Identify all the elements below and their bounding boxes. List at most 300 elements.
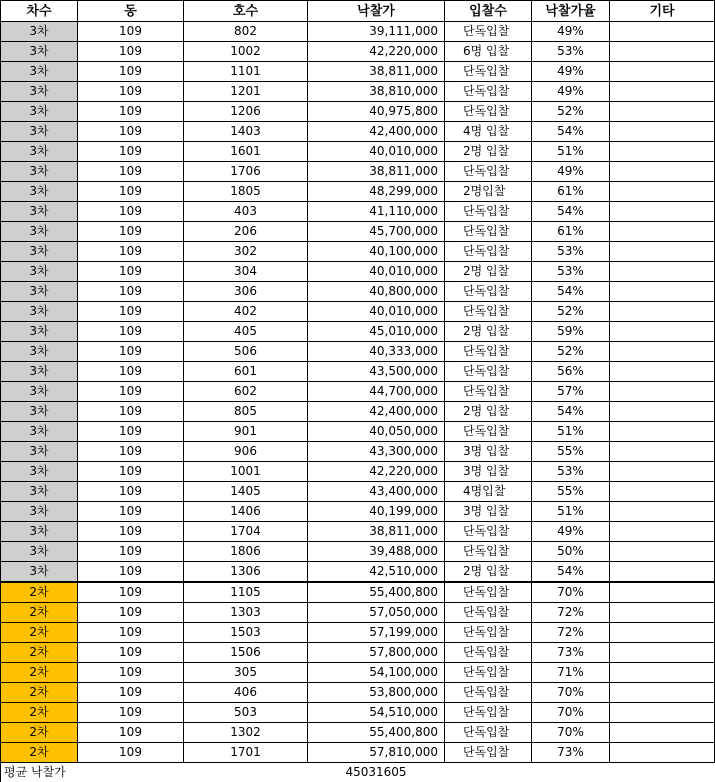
unit-cell: 506 <box>184 342 308 362</box>
unit-cell: 1101 <box>184 62 308 82</box>
dong-cell: 109 <box>78 663 184 683</box>
round-cell: 3차 <box>1 562 78 583</box>
dong-cell: 109 <box>78 683 184 703</box>
bids-cell: 2명 입찰 <box>445 562 532 583</box>
footer-row <box>1 763 715 782</box>
round-cell: 3차 <box>1 242 78 262</box>
price-cell: 54,510,000 <box>308 703 445 723</box>
table-row <box>1 162 715 182</box>
round-cell: 3차 <box>1 482 78 502</box>
bids-cell: 3명 입찰 <box>445 502 532 522</box>
unit-cell: 304 <box>184 262 308 282</box>
rate-cell: 50% <box>532 542 610 562</box>
unit-cell: 1403 <box>184 122 308 142</box>
header-round: 차수 <box>1 1 78 22</box>
note-cell <box>610 102 715 122</box>
dong-cell: 109 <box>78 582 184 603</box>
table-row <box>1 362 715 382</box>
note-cell <box>610 683 715 703</box>
footer-empty-cell <box>445 763 532 782</box>
unit-cell: 503 <box>184 703 308 723</box>
rate-cell: 54% <box>532 562 610 583</box>
rate-cell: 52% <box>532 342 610 362</box>
unit-cell: 1306 <box>184 562 308 583</box>
price-cell: 42,510,000 <box>308 562 445 583</box>
price-cell: 48,299,000 <box>308 182 445 202</box>
unit-cell: 1405 <box>184 482 308 502</box>
bids-cell: 단독입찰 <box>445 242 532 262</box>
header-note: 기타 <box>610 1 715 22</box>
price-cell: 57,050,000 <box>308 603 445 623</box>
rate-cell: 51% <box>532 142 610 162</box>
bids-cell: 단독입찰 <box>445 663 532 683</box>
bids-cell: 단독입찰 <box>445 743 532 763</box>
price-cell: 57,810,000 <box>308 743 445 763</box>
round-cell: 3차 <box>1 222 78 242</box>
note-cell <box>610 222 715 242</box>
bids-cell: 4명 입찰 <box>445 122 532 142</box>
round-cell: 2차 <box>1 723 78 743</box>
price-cell: 40,100,000 <box>308 242 445 262</box>
round-cell: 3차 <box>1 182 78 202</box>
unit-cell: 602 <box>184 382 308 402</box>
price-cell: 42,400,000 <box>308 402 445 422</box>
unit-cell: 1002 <box>184 42 308 62</box>
rate-cell: 49% <box>532 22 610 42</box>
unit-cell: 1406 <box>184 502 308 522</box>
round-cell: 3차 <box>1 282 78 302</box>
rate-cell: 72% <box>532 603 610 623</box>
round-cell: 3차 <box>1 322 78 342</box>
dong-cell: 109 <box>78 462 184 482</box>
unit-cell: 1806 <box>184 542 308 562</box>
price-cell: 43,300,000 <box>308 442 445 462</box>
note-cell <box>610 122 715 142</box>
note-cell <box>610 302 715 322</box>
rate-cell: 71% <box>532 663 610 683</box>
round-cell: 2차 <box>1 603 78 623</box>
note-cell <box>610 362 715 382</box>
price-cell: 57,800,000 <box>308 643 445 663</box>
price-cell: 40,010,000 <box>308 262 445 282</box>
table-row <box>1 102 715 122</box>
price-cell: 43,500,000 <box>308 362 445 382</box>
note-cell <box>610 142 715 162</box>
price-cell: 45,700,000 <box>308 222 445 242</box>
bids-cell: 단독입찰 <box>445 102 532 122</box>
table-row <box>1 703 715 723</box>
note-cell <box>610 282 715 302</box>
note-cell <box>610 703 715 723</box>
header-price: 낙찰가 <box>308 1 445 22</box>
rate-cell: 52% <box>532 102 610 122</box>
header-row <box>1 1 715 22</box>
bids-cell: 단독입찰 <box>445 623 532 643</box>
rate-cell: 49% <box>532 82 610 102</box>
round-cell: 3차 <box>1 502 78 522</box>
table-row <box>1 342 715 362</box>
round-cell: 3차 <box>1 202 78 222</box>
rate-cell: 70% <box>532 683 610 703</box>
price-cell: 57,199,000 <box>308 623 445 643</box>
round-cell: 2차 <box>1 743 78 763</box>
dong-cell: 109 <box>78 282 184 302</box>
note-cell <box>610 162 715 182</box>
table-row <box>1 542 715 562</box>
dong-cell: 109 <box>78 222 184 242</box>
unit-cell: 406 <box>184 683 308 703</box>
dong-cell: 109 <box>78 723 184 743</box>
note-cell <box>610 422 715 442</box>
footer-empty-cell <box>610 763 715 782</box>
header-unit: 호수 <box>184 1 308 22</box>
table-row <box>1 182 715 202</box>
bids-cell: 3명 입찰 <box>445 442 532 462</box>
round-cell: 3차 <box>1 422 78 442</box>
note-cell <box>610 603 715 623</box>
price-cell: 53,800,000 <box>308 683 445 703</box>
bids-cell: 6명 입찰 <box>445 42 532 62</box>
bids-cell: 단독입찰 <box>445 302 532 322</box>
rate-cell: 61% <box>532 222 610 242</box>
dong-cell: 109 <box>78 302 184 322</box>
dong-cell: 109 <box>78 382 184 402</box>
bids-cell: 단독입찰 <box>445 162 532 182</box>
table-row <box>1 743 715 763</box>
note-cell <box>610 262 715 282</box>
table-row <box>1 502 715 522</box>
bids-cell: 단독입찰 <box>445 222 532 242</box>
table-row <box>1 202 715 222</box>
rate-cell: 49% <box>532 62 610 82</box>
dong-cell: 109 <box>78 422 184 442</box>
price-cell: 44,700,000 <box>308 382 445 402</box>
unit-cell: 405 <box>184 322 308 342</box>
table-row <box>1 122 715 142</box>
note-cell <box>610 442 715 462</box>
unit-cell: 1503 <box>184 623 308 643</box>
table-row <box>1 82 715 102</box>
table-row <box>1 422 715 442</box>
price-cell: 45,010,000 <box>308 322 445 342</box>
round-cell: 3차 <box>1 462 78 482</box>
bids-cell: 단독입찰 <box>445 82 532 102</box>
note-cell <box>610 42 715 62</box>
table-row <box>1 643 715 663</box>
dong-cell: 109 <box>78 102 184 122</box>
unit-cell: 306 <box>184 282 308 302</box>
round-cell: 3차 <box>1 122 78 142</box>
unit-cell: 1506 <box>184 643 308 663</box>
note-cell <box>610 723 715 743</box>
unit-cell: 1201 <box>184 82 308 102</box>
note-cell <box>610 562 715 583</box>
unit-cell: 1701 <box>184 743 308 763</box>
note-cell <box>610 382 715 402</box>
rate-cell: 51% <box>532 502 610 522</box>
price-cell: 40,800,000 <box>308 282 445 302</box>
note-cell <box>610 322 715 342</box>
table-row <box>1 262 715 282</box>
table-row <box>1 723 715 743</box>
unit-cell: 1303 <box>184 603 308 623</box>
round-cell: 2차 <box>1 663 78 683</box>
note-cell <box>610 242 715 262</box>
table-row <box>1 402 715 422</box>
price-cell: 38,810,000 <box>308 82 445 102</box>
rate-cell: 59% <box>532 322 610 342</box>
dong-cell: 109 <box>78 502 184 522</box>
dong-cell: 109 <box>78 542 184 562</box>
unit-cell: 901 <box>184 422 308 442</box>
bids-cell: 단독입찰 <box>445 362 532 382</box>
dong-cell: 109 <box>78 442 184 462</box>
round-cell: 2차 <box>1 683 78 703</box>
dong-cell: 109 <box>78 743 184 763</box>
rate-cell: 49% <box>532 162 610 182</box>
average-label: 평균 낙찰가 <box>1 763 78 782</box>
table-row <box>1 562 715 583</box>
note-cell <box>610 522 715 542</box>
bids-cell: 2명 입찰 <box>445 262 532 282</box>
rate-cell: 54% <box>532 282 610 302</box>
rate-cell: 70% <box>532 582 610 603</box>
table-row <box>1 623 715 643</box>
table-row <box>1 242 715 262</box>
table-row <box>1 302 715 322</box>
bids-cell: 단독입찰 <box>445 582 532 603</box>
table-row <box>1 222 715 242</box>
table-row <box>1 603 715 623</box>
dong-cell: 109 <box>78 342 184 362</box>
price-cell: 38,811,000 <box>308 62 445 82</box>
price-cell: 55,400,800 <box>308 723 445 743</box>
table-row <box>1 42 715 62</box>
unit-cell: 906 <box>184 442 308 462</box>
rate-cell: 54% <box>532 122 610 142</box>
note-cell <box>610 502 715 522</box>
rate-cell: 54% <box>532 402 610 422</box>
dong-cell: 109 <box>78 162 184 182</box>
round-cell: 2차 <box>1 703 78 723</box>
dong-cell: 109 <box>78 623 184 643</box>
unit-cell: 601 <box>184 362 308 382</box>
price-cell: 40,050,000 <box>308 422 445 442</box>
round-cell: 3차 <box>1 62 78 82</box>
note-cell <box>610 582 715 603</box>
rate-cell: 55% <box>532 482 610 502</box>
header-dong: 동 <box>78 1 184 22</box>
note-cell <box>610 342 715 362</box>
round-cell: 3차 <box>1 402 78 422</box>
round-cell: 3차 <box>1 342 78 362</box>
bids-cell: 단독입찰 <box>445 683 532 703</box>
dong-cell: 109 <box>78 322 184 342</box>
unit-cell: 403 <box>184 202 308 222</box>
rate-cell: 70% <box>532 703 610 723</box>
round-cell: 3차 <box>1 262 78 282</box>
unit-cell: 1302 <box>184 723 308 743</box>
table-row <box>1 62 715 82</box>
bids-cell: 단독입찰 <box>445 62 532 82</box>
unit-cell: 402 <box>184 302 308 322</box>
round-cell: 2차 <box>1 582 78 603</box>
dong-cell: 109 <box>78 643 184 663</box>
price-cell: 39,488,000 <box>308 542 445 562</box>
rate-cell: 52% <box>532 302 610 322</box>
header-bids: 입찰수 <box>445 1 532 22</box>
round-cell: 3차 <box>1 142 78 162</box>
dong-cell: 109 <box>78 562 184 583</box>
rate-cell: 49% <box>532 522 610 542</box>
round-cell: 2차 <box>1 623 78 643</box>
table-row <box>1 522 715 542</box>
note-cell <box>610 62 715 82</box>
bids-cell: 단독입찰 <box>445 703 532 723</box>
table-row <box>1 582 715 603</box>
price-cell: 38,811,000 <box>308 522 445 542</box>
bids-cell: 단독입찰 <box>445 202 532 222</box>
round-cell: 3차 <box>1 162 78 182</box>
rate-cell: 70% <box>532 723 610 743</box>
bids-cell: 단독입찰 <box>445 422 532 442</box>
round-cell: 3차 <box>1 302 78 322</box>
rate-cell: 55% <box>532 442 610 462</box>
rate-cell: 57% <box>532 382 610 402</box>
price-cell: 41,110,000 <box>308 202 445 222</box>
round-cell: 2차 <box>1 643 78 663</box>
table-row <box>1 22 715 42</box>
unit-cell: 1601 <box>184 142 308 162</box>
dong-cell: 109 <box>78 42 184 62</box>
dong-cell: 109 <box>78 703 184 723</box>
bids-cell: 3명 입찰 <box>445 462 532 482</box>
note-cell <box>610 663 715 683</box>
average-value: 45031605 <box>308 763 445 782</box>
price-cell: 40,199,000 <box>308 502 445 522</box>
dong-cell: 109 <box>78 22 184 42</box>
bids-cell: 단독입찰 <box>445 282 532 302</box>
unit-cell: 302 <box>184 242 308 262</box>
price-cell: 40,975,800 <box>308 102 445 122</box>
note-cell <box>610 402 715 422</box>
table-row <box>1 282 715 302</box>
note-cell <box>610 462 715 482</box>
unit-cell: 805 <box>184 402 308 422</box>
table-row <box>1 382 715 402</box>
rate-cell: 51% <box>532 422 610 442</box>
price-cell: 42,400,000 <box>308 122 445 142</box>
note-cell <box>610 623 715 643</box>
round-cell: 3차 <box>1 442 78 462</box>
price-cell: 42,220,000 <box>308 462 445 482</box>
rate-cell: 53% <box>532 462 610 482</box>
rate-cell: 61% <box>532 182 610 202</box>
round-cell: 3차 <box>1 82 78 102</box>
note-cell <box>610 202 715 222</box>
rate-cell: 73% <box>532 643 610 663</box>
rate-cell: 54% <box>532 202 610 222</box>
dong-cell: 109 <box>78 182 184 202</box>
bids-cell: 단독입찰 <box>445 723 532 743</box>
price-cell: 42,220,000 <box>308 42 445 62</box>
dong-cell: 109 <box>78 142 184 162</box>
dong-cell: 109 <box>78 603 184 623</box>
header-rate: 낙찰가율 <box>532 1 610 22</box>
table-row <box>1 663 715 683</box>
bids-cell: 단독입찰 <box>445 542 532 562</box>
unit-cell: 1001 <box>184 462 308 482</box>
round-cell: 3차 <box>1 382 78 402</box>
dong-cell: 109 <box>78 202 184 222</box>
footer-empty-cell <box>184 763 308 782</box>
round-cell: 3차 <box>1 102 78 122</box>
note-cell <box>610 182 715 202</box>
table-body <box>1 22 715 763</box>
note-cell <box>610 542 715 562</box>
unit-cell: 1206 <box>184 102 308 122</box>
rate-cell: 53% <box>532 242 610 262</box>
price-cell: 55,400,800 <box>308 582 445 603</box>
footer-empty-cell <box>78 763 184 782</box>
unit-cell: 206 <box>184 222 308 242</box>
price-cell: 43,400,000 <box>308 482 445 502</box>
footer-empty-cell <box>532 763 610 782</box>
table-row <box>1 683 715 703</box>
table-row <box>1 442 715 462</box>
unit-cell: 1105 <box>184 582 308 603</box>
dong-cell: 109 <box>78 522 184 542</box>
bids-cell: 4명입찰 <box>445 482 532 502</box>
rate-cell: 53% <box>532 262 610 282</box>
bids-cell: 단독입찰 <box>445 603 532 623</box>
price-cell: 54,100,000 <box>308 663 445 683</box>
note-cell <box>610 643 715 663</box>
dong-cell: 109 <box>78 242 184 262</box>
table-row <box>1 322 715 342</box>
round-cell: 3차 <box>1 42 78 62</box>
round-cell: 3차 <box>1 22 78 42</box>
rate-cell: 72% <box>532 623 610 643</box>
unit-cell: 1706 <box>184 162 308 182</box>
round-cell: 3차 <box>1 362 78 382</box>
round-cell: 3차 <box>1 542 78 562</box>
bids-cell: 2명 입찰 <box>445 142 532 162</box>
note-cell <box>610 743 715 763</box>
rate-cell: 56% <box>532 362 610 382</box>
bids-cell: 단독입찰 <box>445 643 532 663</box>
price-cell: 40,010,000 <box>308 302 445 322</box>
note-cell <box>610 22 715 42</box>
dong-cell: 109 <box>78 62 184 82</box>
dong-cell: 109 <box>78 262 184 282</box>
unit-cell: 802 <box>184 22 308 42</box>
unit-cell: 1805 <box>184 182 308 202</box>
dong-cell: 109 <box>78 82 184 102</box>
note-cell <box>610 82 715 102</box>
price-cell: 38,811,000 <box>308 162 445 182</box>
bids-cell: 단독입찰 <box>445 382 532 402</box>
table-row <box>1 142 715 162</box>
dong-cell: 109 <box>78 122 184 142</box>
unit-cell: 305 <box>184 663 308 683</box>
table-row <box>1 482 715 502</box>
price-cell: 39,111,000 <box>308 22 445 42</box>
dong-cell: 109 <box>78 362 184 382</box>
dong-cell: 109 <box>78 402 184 422</box>
rate-cell: 53% <box>532 42 610 62</box>
rate-cell: 73% <box>532 743 610 763</box>
